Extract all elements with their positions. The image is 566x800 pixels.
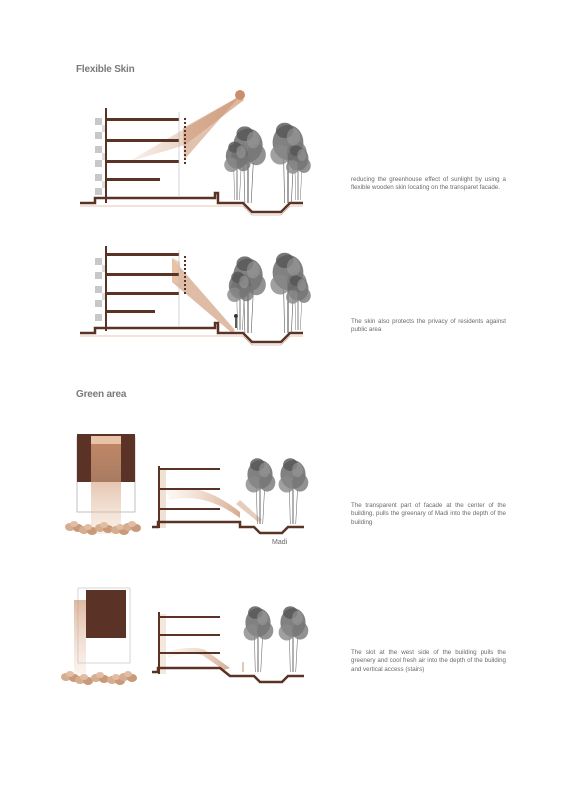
sun-icon [235,90,245,100]
section-heading-green-area: Green area [76,389,127,400]
caption-transparent-facade: The transparent part of facade at the center of the building, pulls the greenary of Madi into the depth of the building [351,502,506,526]
section-diagram-transparent-facade [152,458,308,533]
plan-diagram-west-slot [61,588,137,685]
section-diagram-sunlight [80,90,311,215]
section-heading-flexible-skin: Flexible Skin [76,64,135,75]
caption-west-slot: The slot at the west side of the building pulls the greenery and cool fresh air into the depth of the building and vertical access (stairs) [351,649,506,673]
caption-privacy: The skin also protects the privacy of residents against public area [351,318,506,334]
caption-sunlight: reducing the greenhouse effect of sunlight by using a flexible wooden skin locating on the transparet facade. [351,176,506,192]
plan-diagram-transparent-facade [65,434,141,535]
section-diagram-privacy [80,246,311,345]
section-diagram-west-slot [152,606,308,682]
madi-label: Madi [272,539,288,546]
